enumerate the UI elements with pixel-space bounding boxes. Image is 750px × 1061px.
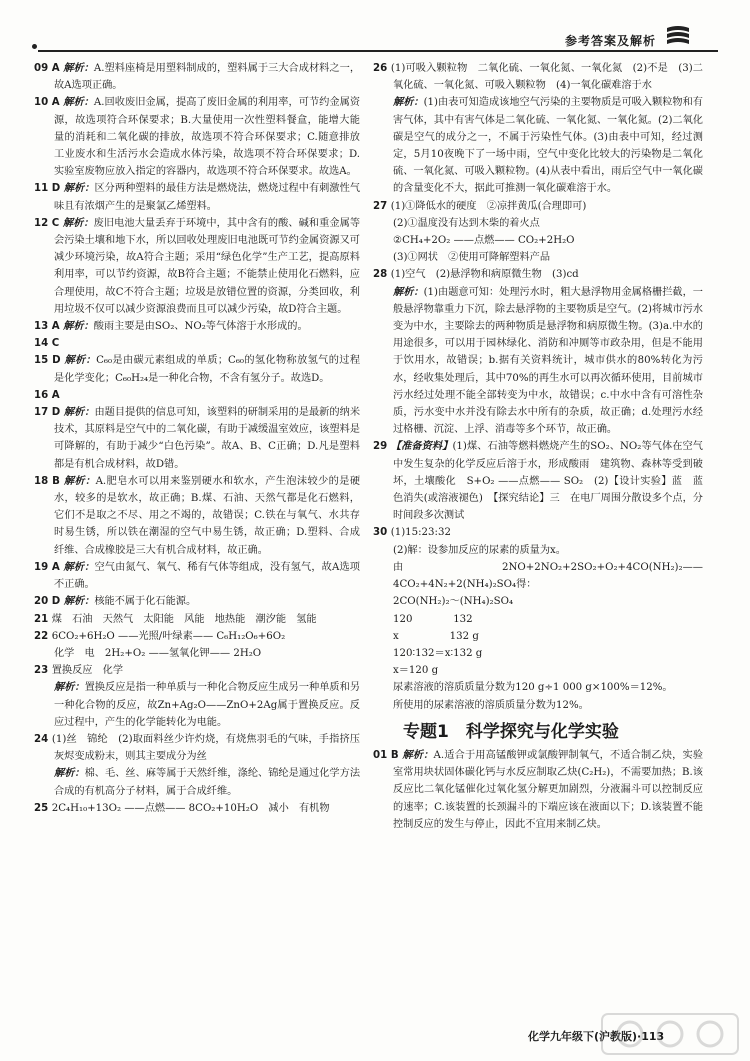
explanation-label: 解析： [63, 96, 94, 109]
answer-text: x 132 g [393, 630, 479, 642]
question-number: 25 [34, 802, 52, 814]
answer-text: (2)①温度没有达到木柴的着火点 [393, 217, 540, 229]
answer-letter: D [51, 596, 64, 608]
question-number: 13 [34, 321, 52, 333]
answer-item [34, 593, 360, 610]
answer-text: (2)解：设参加反应的尿素的质量为x。 [393, 544, 566, 556]
answer-letter: C [51, 338, 60, 350]
answer-item [373, 679, 703, 696]
answer-item [34, 60, 360, 94]
header-title: 参考答案及解析 [564, 34, 656, 48]
answer-text: (3)①网状 ②使用可降解塑料产品 [393, 252, 551, 264]
answer-letter: B [390, 749, 403, 761]
answer-item [34, 180, 360, 214]
answer-item [34, 215, 360, 318]
answer-letter: A [51, 321, 64, 333]
question-number: 19 [34, 561, 52, 573]
answer-item [34, 94, 360, 180]
book-logo-icon [664, 24, 692, 48]
question-number: 10 [34, 97, 52, 109]
answer-text: (1)煤、石油等燃料燃烧产生的SO₂、NO₂等气体在空气中发生复杂的化学反应后溶于水，形成酸雨 建筑物、森林等受到破坏，土壤酸化 S+O₂ ——点燃—— SO₂ (2)【设计实验】蓝 蓝色消失(或溶液褪色) 【探究结论】三 在电厂周围分散设多个点，分时间段多次测试 [393, 441, 703, 522]
answer-text: (1)由题意可知：处理污水时，粗大悬浮物用金属格栅拦截，一般悬浮物靠重力下沉，除去悬浮物的主要物质是空气。(2)将城市污水变为中水，主要除去的两种物质是悬浮物和病原微生物。(3)a.中水的用途很多，可以用于园林绿化、消防和冲厕等市政杂用，但是不能用于饮用水，故错误；b.据有关资料统计，城市供水的80%转化为污水，经收集处理后，其中70%的再生水可以再次循环使用，目前城市污水经过处理不能全部转变为中水，故错误；c.中水中含有可溶性杂质，污水变中水并没有除去水中所有的杂质，故正确；d.处理污水经过格栅、沉淀、上浮、消毒等多个环节，故正确。 [393, 286, 703, 436]
answer-letter: A [51, 389, 60, 401]
answer-text: 煤 石油 天然气 太阳能 风能 地热能 潮汐能 氢能 [51, 613, 317, 625]
answer-item [373, 266, 703, 283]
answer-text: 120 132 [393, 613, 473, 625]
explanation-label: 解析： [402, 748, 434, 761]
explanation-label: 解析： [54, 681, 85, 694]
left-column [34, 60, 360, 817]
answer-item [373, 215, 703, 232]
answer-text: 区分两种塑料的最佳方法是燃烧法，燃烧过程中有刺激性气味且有浓烟产生的是聚氯乙烯塑料。 [54, 183, 361, 212]
answer-text: 置换反应 化学 [51, 665, 124, 677]
answer-text: C₆₀是由碳元素组成的单质；C₆₀的氢化物称放氢气的过程是化学变化；C₆₀H₂₄是一种化合物，不含有氢分子。故选D。 [54, 355, 361, 384]
answer-item [373, 559, 703, 593]
explanation-label: 解析： [63, 320, 94, 333]
explanation-label: 解析： [54, 767, 85, 780]
answer-letter: B [52, 475, 64, 487]
explanation-label: 解析： [63, 62, 94, 74]
answer-letter: D [52, 355, 65, 367]
answer-item [34, 800, 360, 817]
answer-text: A.回收废旧金属，提高了废旧金属的利用率，可节约金属资源，故选项符合环保要求；B.大量使用一次性塑料餐盒，能增大能量的消耗和二氧化碳的排放，故选项不符合环保要求；C.随意排放工业废水和生活污水会造成水体污染，故选项不符合环保要求；D.实验室废物应放入指定的容器内，故选项不符合环保要求。故选A。 [54, 97, 361, 178]
answer-item [373, 747, 703, 833]
answer-text: ②CH₄+2O₂ ——点燃—— CO₂+2H₂O [393, 235, 575, 247]
question-number: 12 [34, 217, 52, 229]
answer-item [373, 524, 703, 541]
answer-text: 空气由氮气、氧气、稀有气体等组成，没有氢气，故A选项不正确。 [54, 561, 360, 591]
answer-item [34, 611, 360, 628]
answer-item [34, 387, 360, 404]
answer-text: (1)15:23:32 [390, 527, 451, 539]
right-column [373, 60, 703, 833]
answer-item [373, 60, 703, 94]
answer-item [373, 697, 703, 714]
explanation-label: 解析： [62, 216, 94, 229]
answer-item [373, 94, 703, 197]
question-number: 01 [373, 749, 391, 761]
answer-letter: A [51, 561, 64, 573]
answer-text: 化学 电 2H₂+O₂ ——氢氧化钾—— 2H₂O [54, 647, 262, 659]
answer-letter: A [51, 97, 64, 109]
answer-item [34, 559, 360, 593]
question-number: 22 [34, 630, 52, 642]
answer-item [34, 335, 360, 352]
explanation-label: 解析： [63, 595, 95, 608]
answer-text: (1)由表可知造成该地空气污染的主要物质是可吸入颗粒物和有害气体，其中有害气体是二氧化硫、一氧化氮、一氧化氮。(2)二氧化碳是空气的成分之一，不属于污染性气体。(3)由表中可知，经过测定，5月10夜晚下了一场中雨，空气中变化比较大的污染物是二氧化硫、一氧化氮、可吸入颗粒物。(4)从表中看出，雨后空气中一氧化碳的含量变化不大，据此可推测一氧化碳难溶于水。 [393, 97, 703, 195]
explanation-label: 解析： [63, 560, 95, 573]
answer-item [34, 628, 360, 645]
answer-text: (1)空气 (2)悬浮物和病原微生物 (3)cd [390, 269, 579, 281]
answer-text: A.适合于用高锰酸钾或氯酸钾制氧气，不适合制乙炔，实验室常用块状固体碳化钙与水反应制取乙炔(C₂H₂)，不需要加热；B.该反应比二氧化锰催化过氧化氢分解更加剧烈，分液漏斗可以控制反应的速率；C.该装置的长颈漏斗的下端应该在液面以下；D.该装置不能控制反应的发生与停止，因此不宜用来制乙炔。 [393, 749, 704, 830]
answer-item [34, 731, 360, 765]
answer-item [373, 611, 703, 628]
answer-text: 由2NO+2NO₂+2SO₂+O₂+4CO(NH₂)₂——4CO₂+4N₂+2(NH₄)₂SO₄得： [393, 561, 703, 591]
answer-item [373, 645, 703, 662]
question-number: 26 [373, 63, 391, 74]
question-number: 09 [34, 63, 52, 74]
explanation-label: 解析： [63, 182, 95, 195]
answer-text: 置换反应是指一种单质与一种化合物反应生成另一种单质和另一种化合物的反应，故Zn+Ag₂O——ZnO+2Ag属于置换反应。反应过程中，产生的化学能转化为电能。 [54, 682, 361, 728]
answer-letter: A [51, 63, 64, 74]
answer-item [373, 438, 703, 524]
answer-text: 120∶132＝x∶132 g [393, 647, 483, 659]
answer-text: 6CO₂+6H₂O ——光照/叶绿素—— C₆H₁₂O₆+6O₂ [51, 630, 286, 642]
answer-text: A.塑料座椅是用塑料制成的，塑料属于三大合成材料之一，故A选项正确。 [54, 63, 361, 92]
question-number: 27 [373, 200, 391, 212]
answer-text: 2C₄H₁₀+13O₂ ——点燃—— 8CO₂+10H₂O 减小 有机物 [51, 802, 330, 814]
answer-text: 2CO(NH₂)₂～(NH₄)₂SO₄ [393, 596, 514, 608]
answer-text: A.肥皂水可以用来鉴别硬水和软水，产生泡沫较少的是硬水，较多的是软水，故正确；B.煤、石油、天然气都是化石燃料，它们不是取之不尽、用之不竭的，故错误；C.铁在与氧气、水共存时易生锈，所以铁在潮湿的空气中易生锈，故正确；D.塑料、合成纤维、合成橡胶是三大有机合成材料，故正确。 [54, 475, 361, 556]
answer-letter: D [51, 183, 64, 195]
question-number: 30 [373, 527, 391, 539]
answer-text: 尿素溶液的溶质质量分数为120 g÷1 000 g×100%＝12%。 [393, 682, 673, 694]
answer-letter: D [51, 407, 64, 419]
section-title: 专题1 科学探究与化学实验 [403, 721, 619, 742]
answer-text: 由题目提供的信息可知，该塑料的研制采用的是最新的纳米技术，其原料是空气中的二氧化碳，有助于减缓温室效应，该塑料是可降解的，有助于减少“白色污染”。故A、B、C正确；D.凡是塑料都是有机合成材料，故D错。 [54, 407, 361, 470]
answer-item [34, 473, 360, 559]
question-number: 21 [34, 613, 52, 625]
explanation-label: 【准备资料】 [390, 440, 453, 453]
answer-text: (1)丝 锦纶 (2)取面料丝少许灼烧，有烧焦羽毛的气味，手指挤压灰烬变成粉末，则其主要成分为丝 [51, 733, 360, 763]
page-header [38, 30, 718, 52]
answer-item [373, 662, 703, 679]
question-number: 18 [34, 475, 53, 487]
answer-item [373, 249, 703, 266]
question-number: 16 [34, 389, 52, 401]
answer-item [34, 662, 360, 679]
question-number: 20 [34, 596, 52, 608]
question-number: 15 [34, 355, 53, 367]
question-number: 11 [34, 183, 52, 195]
answer-item [373, 284, 703, 439]
question-number: 24 [34, 733, 52, 745]
question-number: 28 [373, 269, 391, 281]
answer-text: 核能不属于化石能源。 [94, 596, 197, 608]
answer-item [373, 198, 703, 215]
page-footer: 化学九年级下(沪教版)·113 [528, 1030, 665, 1043]
answer-item [373, 542, 703, 559]
answer-text: 废旧电池大量丢弃于环境中，其中含有的酸、碱和重金属等会污染土壤和地下水，所以回收处理废旧电池既可节约金属资源又可减少环境污染，故A符合主题；采用“绿色化学”生产工艺，提高原料利用率，可以节约资源，故B符合主题；不能禁止使用化石燃料，应合理使用，故C不符合主题；垃圾是放错位置的资源，分类回收，利用垃圾不仅可以减少资源浪费而且可以减少污染，故D符合主题。 [54, 217, 361, 315]
answer-text: (1)①降低水的硬度 ②凉拌黄瓜(合理即可) [390, 200, 587, 212]
answer-item [373, 232, 703, 249]
question-number: 23 [34, 665, 52, 677]
explanation-label: 解析： [393, 96, 424, 109]
answer-text: 所使用的尿素溶液的溶质质量分数为12%。 [393, 699, 589, 711]
answer-item [34, 765, 360, 799]
answer-item [34, 404, 360, 473]
answer-text: (1)可吸入颗粒物 二氧化硫、一氧化氮、一氧化氮 (2)不是 (3)二氧化硫、一氧化氮、可吸入颗粒物 (4)一氧化碳难溶于水 [390, 63, 703, 92]
header-dot [32, 44, 37, 49]
explanation-label: 解析： [64, 354, 97, 367]
answer-text: 酸雨主要是由SO₂、NO₂等气体溶于水形成的。 [93, 321, 308, 333]
watermark-icon [600, 1010, 740, 1058]
answer-item [34, 645, 360, 662]
question-number: 17 [34, 407, 52, 419]
answer-item [373, 593, 703, 610]
answer-letter: C [51, 217, 63, 229]
answer-item [373, 628, 703, 645]
answer-text: 棉、毛、丝、麻等属于天然纤维，涤纶、锦纶是通过化学方法合成的有机高分子材料，属于合成纤维。 [54, 768, 361, 797]
answer-item [34, 318, 360, 335]
explanation-label: 解析： [63, 474, 96, 487]
explanation-label: 解析： [63, 406, 95, 419]
explanation-label: 解析： [393, 285, 424, 298]
question-number: 29 [373, 441, 391, 453]
answer-item [34, 679, 360, 731]
answer-text: x＝120 g [393, 665, 439, 677]
answer-item [34, 352, 360, 386]
question-number: 14 [34, 338, 52, 350]
